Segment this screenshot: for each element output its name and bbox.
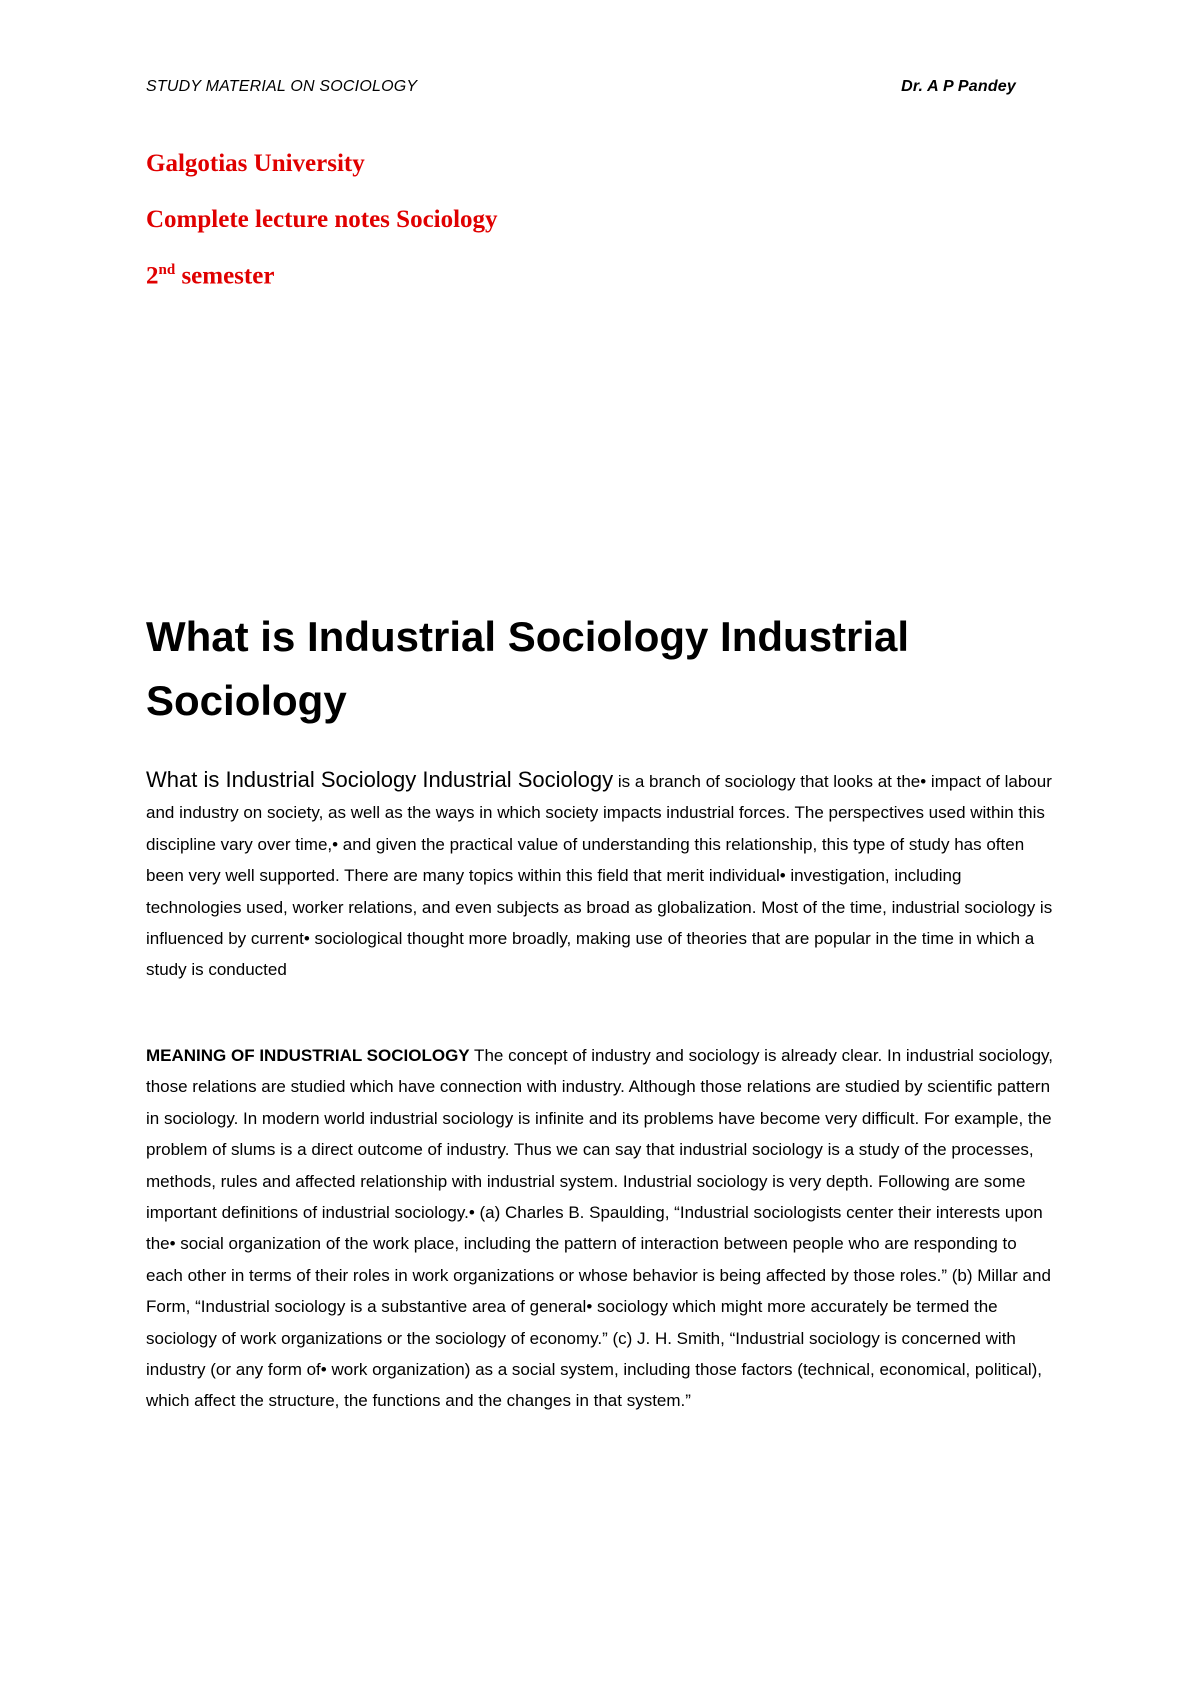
meaning-heading: MEANING OF INDUSTRIAL SOCIOLOGY bbox=[146, 1046, 470, 1065]
semester-suffix: nd bbox=[158, 262, 176, 278]
intro-body: is a branch of sociology that looks at the• impact of labour and industry on society, as well as the ways in which society impacts industrial forces. The perspectives used within this discipline vary over time,• and given the practical value of understanding this relationship, this type of study has often been very well supported. There are many topics within this field that merit individual• investigation, including technologies used, worker relations, and even subjects as broad as globalization. Most of the time, industrial sociology is influenced by current• sociological thought more broadly, making use of theories that are popular in the time in which a study is conducted bbox=[146, 772, 1053, 980]
intro-lead: What is Industrial Sociology Industrial Sociology bbox=[146, 767, 614, 792]
university-name bbox=[146, 150, 365, 178]
course-title bbox=[146, 206, 498, 234]
page-title: What is Industrial Sociology Industrial Sociology bbox=[146, 613, 910, 724]
university-name-text: Galgotias University bbox=[146, 150, 365, 177]
meaning-body: The concept of industry and sociology is already clear. In industrial sociology, those relations are studied which have connection with industry. Although those relations are studied by scientific pattern in sociology. In modern world industrial sociology is infinite and its problems have become very difficult. For example, the problem of slums is a direct outcome of industry. Thus we can say that industrial sociology is a study of the processes, methods, rules and affected relationship with industrial system. Industrial sociology is very depth. Following are some important definitions of industrial sociology.• (a) Charles B. Spaulding, “Industrial sociologists center their interests upon the• social organization of the work place, including the pattern of interaction between people who are responding to each other in terms of their roles in work organizations or whose behavior is being affected by those roles.” (b) Millar and Form, “Industrial sociology is a substantive area of general• sociology which might more accurately be termed the sociology of work organizations or the sociology of economy.” (c) J. H. Smith, “Industrial sociology is concerned with industry (or any form of• work organization) as a social system, including those factors (technical, economical, political), which affect the structure, the functions and the changes in that system.” bbox=[146, 1046, 1053, 1411]
intro-paragraph bbox=[146, 764, 1058, 986]
header-author: Dr. A P Pandey bbox=[901, 78, 1016, 95]
semester-label bbox=[146, 262, 274, 290]
header-left-text: STUDY MATERIAL ON SOCIOLOGY bbox=[146, 78, 418, 95]
course-title-text: Complete lecture notes Sociology bbox=[146, 206, 498, 233]
page-header bbox=[146, 78, 1016, 102]
semester-number: 2 bbox=[146, 262, 159, 290]
semester-word: semester bbox=[175, 262, 275, 290]
meaning-paragraph bbox=[146, 1040, 1058, 1417]
